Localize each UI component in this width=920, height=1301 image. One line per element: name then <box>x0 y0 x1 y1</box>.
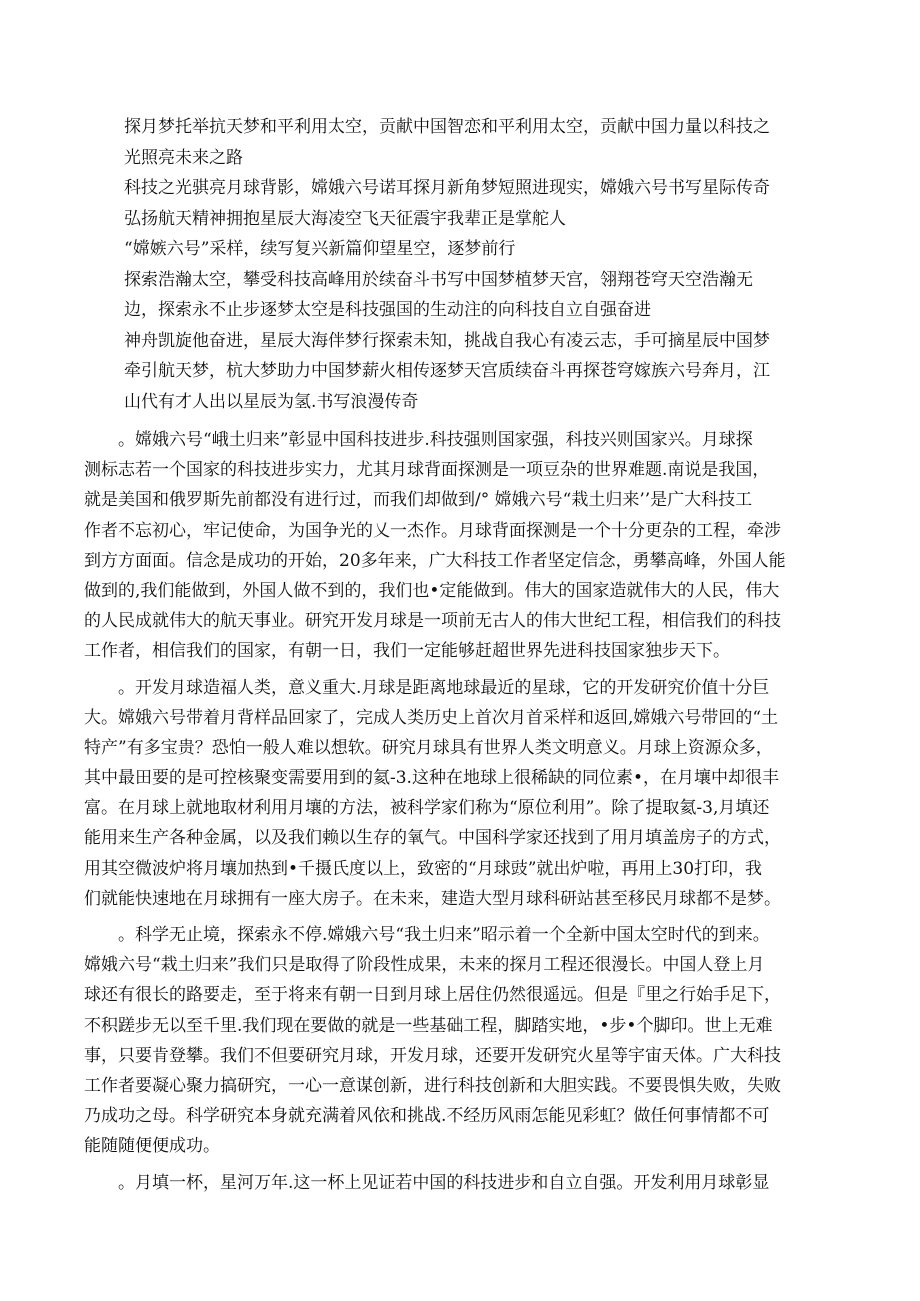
paragraph-line: 用其空微波炉将月壤加热到•千摄氏度以上，致密的“月球豉”就出炉啦，再用上30打印，我 <box>84 858 763 879</box>
paragraph-line: 测标志若一个国家的科技进步实力，尤其月球背面探测是一项豆杂的世界难题.南说是我国， <box>84 460 770 481</box>
paragraph-line: 做到的,我们能做到，外国人做不到的，我们也•定能做到。伟大的国家造就伟大的人民，伟大 <box>84 580 780 601</box>
slogan-list <box>84 112 838 417</box>
paragraph-line: 大。嫦娥六号带着月背样品回家了，完成人类历史上首次月首采样和返回,嫦娥六号带回的“土 <box>84 707 779 728</box>
paragraph-line: 到方方面面。信念是成功的开始，20多年来，广大科技工作者坚定信念，勇攀高峰，外国人能 <box>84 550 786 571</box>
paragraph-line: 能用来生产各种金属，以及我们赖以生存的氧气。中国科学家还找到了用月填盖房子的方式， <box>84 828 781 849</box>
paragraph-line: 嫦娥六号“栽土归来”我们只是取得了阶段性成果，未来的探月工程还很漫长。中国人登上月 <box>84 955 765 976</box>
paragraph-line: 富。在月球上就地取材利用月壤的方法，被科学家们称为“原位利用”。除了提取氦-3,月填还 <box>84 798 770 819</box>
slogan-line: 山代有才人出以星辰为氢.书写浪漫传奇 <box>124 391 419 412</box>
paragraph-line: 就是美国和俄罗斯先前都没有进行过，而我们却做到/° 嫦娥六号“栽土归来’’是广大科技工 <box>84 490 753 511</box>
paragraph-line: 工作者，相信我们的国家，有朝一日，我们一定能够赶超世界先进科技国家独步天下。 <box>84 641 730 662</box>
essay-body <box>84 425 838 1198</box>
paragraph-1 <box>84 425 838 667</box>
paragraph-line: 。科学无止境，探索永不停.嫦娥六号“我土归来”昭示着一个全新中国太空时代的到来。 <box>118 925 770 945</box>
paragraph-line: 。嫦娥六号“峨土归来”彰显中国科技进步.科技强则国家强，科技兴则国家兴。月球探 <box>118 430 753 450</box>
paragraph-4 <box>84 1168 838 1198</box>
paragraph-line: 。月填一杯，星河万年.这一杯上见证若中国的科技进步和自立自强。开发利用月球彰显 <box>118 1172 770 1193</box>
slogan-line: 光照亮未来之路 <box>124 147 243 168</box>
slogan-line: 科技之光骐亮月球背影，嫦娥六号诺耳探月新角梦短照进现实，嫦娥六号书写星际传奇 <box>124 178 770 198</box>
paragraph-2 <box>84 673 838 915</box>
paragraph-line: 的人民成就伟大的航天事业。研究开发月球是一项前无古人的伟大世纪工程，相信我们的科技 <box>84 611 781 632</box>
paragraph-line: 能随随便便成功。 <box>84 1136 220 1157</box>
paragraph-line: 作者不忘初心，牢记使命，为国争光的乂一杰作。月球背面探测是一个十分更杂的工程，牵涉 <box>84 520 781 541</box>
slogan-line: 探月梦托举抗天梦和平利用太空，贡献中国智恋和平利用太空，贡献中国力量以科技之 <box>124 117 770 137</box>
paragraph-3 <box>84 920 838 1162</box>
slogan-line: 牵引航天梦，杭大梦助力中国梦薪火相传逐梦天宫质续奋斗再探苍穹嫁族六号奔月，江 <box>124 361 770 381</box>
slogan-line: “嫦嫉六号”采样，续写复兴新篇仰望星空，逐梦前行 <box>124 239 516 259</box>
paragraph-line: 。开发月球造福人类，意义重大.月球是距离地球最近的星球，它的开发研究价值十分巨 <box>118 677 770 698</box>
paragraph-line: 球还有很长的路要走，至于将来有朝一日到月球上居住仍然很遥远。但是『里之行始手足下， <box>84 985 781 1006</box>
paragraph-line: 其中最田要的是可控核聚变需要用到的氦-3.这种在地球上很稀缺的同位素•，在月壤中却很丰 <box>84 768 779 789</box>
slogan-line: 探索浩瀚太空，攀受科技高峰用於续奋斗书写中国梦植梦天宫，翎翔苍穹天空浩瀚无 <box>124 269 753 290</box>
paragraph-line: 工作者要凝心聚力搞研究，一心一意谋创新，进行科技创新和大胆实践。不要畏惧失败，失败 <box>84 1075 781 1096</box>
paragraph-line: 事，只要肯登攀。我们不但要研究月球，开发月球，还要开发研究火星等宇宙天体。广大科技 <box>84 1045 781 1066</box>
paragraph-line: 乃成功之母。科学研究本身就充满着风依和挑战.不经历风雨怎能见彩虹？做任何事情都不可 <box>84 1106 770 1127</box>
paragraph-line: 不积蹉步无以至千里.我们现在要做的就是一些基础工程，脚踏实地，•步•个脚印。世上无难 <box>84 1015 773 1036</box>
slogan-line: 边，探索永不止步逐梦太空是科技强国的生动注的向科技自立自强奋进 <box>124 300 651 320</box>
slogan-line: 神舟凯旋他奋进，星辰大海伴梦行探索未知，挑战自我心有凌云志，手可摘星辰中国梦 <box>124 330 770 351</box>
paragraph-line: 们就能快速地在月球拥有一座大房子。在未来，建造大型月球科研站甚至移民月球都不是梦。 <box>84 888 781 909</box>
slogan-line: 弘扬航天精神拥抱星辰大海凌空飞天征震宇我辈正是掌舵人 <box>124 208 566 229</box>
paragraph-line: 特产”有多宝贵？恐怕一般人难以想软。研究月球具有世界人类文明意义。月球上资源众多， <box>84 737 773 758</box>
